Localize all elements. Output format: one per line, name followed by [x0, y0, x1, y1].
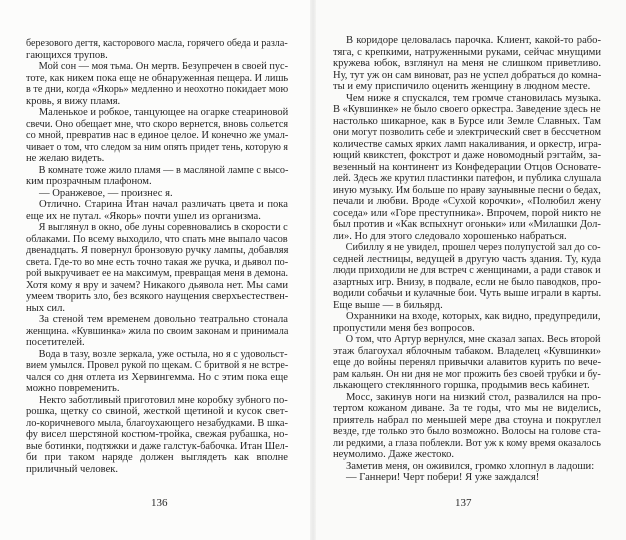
page-number: 136 [151, 497, 168, 509]
paragraph [26, 199, 288, 222]
text-line: ты и ему приспичило оценить женщину в людном месте. [333, 81, 591, 92]
text-line: пропустили меня без вопросов. [333, 322, 475, 334]
text-line: — Ганнери! Черт побери! Я уже заждался! [346, 472, 540, 483]
right-page [313, 0, 626, 540]
text-line: свечи. Оно обещает мне, что скоро вернется, вновь сольется [26, 118, 289, 130]
text-line: ющий квикстеп, фокстрот и даже новомодный рэгтайм, за- [333, 150, 601, 161]
text-line: рой выкручивает ее на максимум, превращая меня в демона. [26, 268, 289, 279]
text-line: не желаю видеть. [26, 153, 105, 164]
text-line: еще их не путал. «Якорь» почти ушел из организма. [26, 210, 261, 222]
text-line: облаками. По всему выходило, что спать мне выпало часов [26, 233, 288, 245]
paragraph [26, 349, 288, 395]
text-line: В комнате тоже жило пламя — в масляной лампе с высо- [38, 164, 289, 176]
text-line: Мосс, закинув ноги на низкий стол, развалился на про- [346, 391, 601, 403]
text-line: настолько шикарное, как в Бурсе или Земле Славных. Там [333, 115, 601, 127]
text-line: везенный на континент из Конфедерации Отцов Основате- [333, 161, 601, 173]
paragraph [333, 242, 601, 311]
text-line: тяга, с крепкими, натруженными руками, сейчас мнущими [333, 46, 601, 58]
text-line: неумолимо. Даже жестоко. [333, 449, 455, 460]
text-line: тертом кожаном диване. За те годы, что мы не виделись, [333, 403, 601, 414]
text-line: Ну, тут уж он сам виноват, раз не успел добраться до комна- [333, 69, 602, 81]
text-line: лей. Здесь же крутил пластинки патефон, и публика слушала [333, 173, 602, 184]
text-line: Еще выше — в бильярд. [333, 299, 443, 311]
text-line: Отлично. Старина Итан начал различать цвета и пока [39, 199, 288, 210]
text-line: еще до войны перенял привычки алавитов курить по вече- [333, 357, 601, 368]
paragraph [333, 334, 601, 392]
text-line: березового дегтя, касторового масла, горячего обеда и разла- [26, 38, 288, 49]
text-line: Чем ниже я спускался, тем громче становилась музыка. [346, 92, 601, 104]
paragraph [26, 314, 288, 349]
text-line: везде, где только это было возможно. Волосы на голове ста- [333, 426, 601, 437]
text-line: со мной, превратив нас в единое целое. И конечно же умал- [26, 130, 289, 141]
text-line: приятель набрал по меньшей мере два стоуна и покруглел [333, 414, 601, 426]
text-line: кровь, я вижу пламя. [26, 95, 121, 107]
paragraph [26, 222, 288, 314]
text-line: ных сил. [26, 302, 66, 314]
text-line: рошка, щетку со свиной, жесткой щетиной и кусок свет- [26, 406, 288, 417]
paragraph [333, 461, 601, 473]
text-line: был против и «Как вспыхнут огоньки» или «Милашки Дол- [333, 219, 601, 230]
paragraph [333, 35, 601, 93]
text-line: чался со дня отлета из Хервингемма. Но с этим пока еще [26, 371, 288, 383]
text-line: они могут позволить себе и электрический свет в бессчетном [333, 127, 601, 138]
text-line: Заметив меня, он оживился, громко хлопнул в ладоши: [346, 460, 595, 472]
text-line: фу висел шерстяной костюм-тройка, свежая рубашка, но- [26, 429, 288, 440]
paragraph [333, 472, 601, 484]
paragraph [333, 311, 601, 334]
text-line: света. Где-то во мне есть точно такая же ручка, и дьявол по- [26, 256, 289, 268]
text-line: посетителей. [26, 337, 85, 348]
text-line: Маленькое и робкое, танцующее на огарке стеариновой [38, 107, 289, 118]
text-line: — Оранжевое, — произнес я. [39, 187, 173, 199]
text-line: О том, что Артур вернулся, мне сказал запах. Весь второй [345, 334, 601, 345]
text-line: Сибиллу я не увидел, прошел через полупустой зал до со- [345, 242, 601, 253]
text-line: можно повременить. [26, 383, 120, 394]
text-line: Некто заботливый приготовил мне коробку зубного по- [38, 394, 288, 406]
text-line: в те дни, когда «Якорь» медленно и неохотно покидает мою [26, 84, 289, 95]
text-line: седней лестницы, ведущей в другую часть здания. Ту, куда [333, 253, 601, 265]
text-line: иную музыку. Им больше по нраву заунывные песни о бедах, [333, 184, 601, 196]
text-line: чивает о том, что следом за ним опять придет тень, которую я [26, 141, 288, 153]
paragraph [333, 93, 601, 243]
text-line: количестве самых ярких ламп накаливания, и оркестр, игра- [333, 138, 602, 150]
text-line: гающихся трупов. [26, 49, 108, 61]
text-line: ло-коричневого мыла, благоухающего незабудками. В шка- [26, 417, 288, 429]
text-line: За стеной тем временем довольно театрально стонала [39, 314, 288, 325]
text-line: рам кальян. Он ни дня не мог прожить без своей трубки и бу- [333, 368, 601, 380]
text-line: люди приходили не для встреч с женщинами, а ради ставок и [333, 265, 601, 276]
text-line: ким прозрачным плафоном. [26, 176, 152, 187]
text-line: азартных игр. Внизу, в подвале, если не было паводков, про- [333, 276, 601, 288]
text-line: кружева юбок, взглянул на меня не слишком приветливо. [333, 58, 601, 69]
text-line: соседа» или «Горе преступника». Впрочем, порой никто не [333, 207, 601, 219]
text-line: В «Кувшинке» не было своего оркестра. Заведение здесь не [333, 104, 601, 115]
text-line: печали и любви. Вроде «Сухой корочки», «Полюбил жену [333, 196, 601, 207]
text-line: Я выглянул в окно, обе луны соревновались в скорости с [38, 222, 288, 233]
text-line: ли». Но для этого следовало хорошенько набраться. [333, 230, 567, 242]
text-line: Хотя кому я вру и зачем? Никакого дьявола нет. Мы сами [26, 279, 288, 291]
paragraph [26, 395, 288, 476]
text-line: лькающего стеклянного горшка, продымив весь кабинет. [333, 380, 590, 391]
right-page-text [333, 35, 601, 484]
text-line: умеем творить зло, без всякого наущения сверхъестествен- [26, 291, 289, 302]
paragraph [26, 165, 288, 188]
text-line: женщина. «Кувшинка» жила по своим законам и принимала [26, 325, 289, 337]
text-line: вые ботинки, подтяжки и даже галстук-бабочка. Итан Шел- [26, 440, 289, 452]
text-line: В коридоре целовалась парочка. Клиент, какой-то рабо- [346, 35, 601, 46]
text-line: этаж благоухал яблочным табаком. Владелец «Кувшинки» [333, 345, 601, 357]
text-line: ли редкими, а глаза поблекли. Вот уж к кому время оказалось [333, 437, 601, 449]
text-line: Охранники на входе, которых, как видно, предупредили, [345, 311, 601, 322]
text-line: тоте, как никем пока еще не обнаруженная пещера. И лишь [26, 72, 289, 84]
paragraph [26, 107, 288, 165]
page-number: 137 [455, 497, 472, 509]
paragraph [26, 38, 288, 61]
paragraph [26, 188, 288, 200]
paragraph [26, 61, 288, 107]
text-line: Вода в тазу, возле зеркала, уже остыла, но я с удовольст- [38, 348, 288, 360]
paragraph [333, 392, 601, 461]
left-page-text [26, 38, 288, 475]
text-line: водили собачьи и кулачные бои. Чуть выше играли в карты. [333, 288, 602, 299]
text-line: вием умылся. Провел рукой по щекам. С бритвой я не встре- [26, 360, 289, 371]
text-line: приличный человек. [26, 463, 119, 475]
text-line: Мой сон — моя тьма. Он мертв. Безупречен в своей пус- [38, 61, 289, 72]
book-gutter [310, 0, 316, 540]
text-line: двенадцать. Я повернул бронзовую ручку лампы, добавляя [26, 245, 289, 256]
text-line: би при таком наряде должен выглядеть как вполне [26, 452, 288, 463]
